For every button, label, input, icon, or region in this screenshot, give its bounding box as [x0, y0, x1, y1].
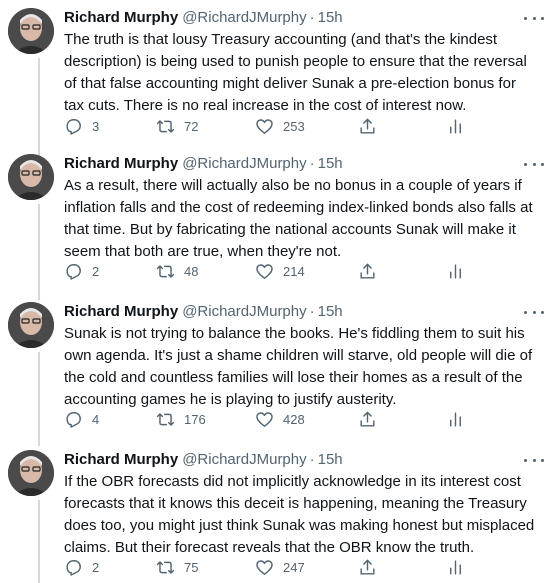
more-options-button[interactable] — [524, 158, 544, 170]
retweet-count: 72 — [184, 118, 199, 134]
retweet-button[interactable] — [156, 260, 198, 282]
author-name[interactable]: Richard Murphy — [64, 155, 179, 172]
tweet-content — [64, 302, 540, 427]
analytics-button[interactable] — [446, 556, 465, 578]
more-options-button[interactable] — [524, 454, 544, 466]
share-button[interactable] — [358, 260, 377, 282]
tweet-text: The truth is that lousy Treasury accounting (and that's the kindest description) is being used to punish people to ensure that the reversal of that false accounting might deliver Sunak a pre-election bonus for tax cuts. There is no real increase in the cost of interest now. — [64, 31, 527, 114]
analytics-button[interactable] — [446, 408, 465, 430]
author-name[interactable]: Richard Murphy — [64, 451, 179, 468]
tweet-content — [64, 450, 540, 575]
reply-icon — [64, 262, 83, 281]
thread-connector — [38, 58, 40, 158]
reply-button[interactable] — [64, 260, 99, 282]
avatar-column — [8, 154, 54, 200]
like-button[interactable] — [255, 260, 305, 282]
author-handle[interactable]: @RichardJMurphy — [182, 451, 307, 468]
avatar-photo-icon — [8, 8, 54, 54]
timestamp[interactable]: 15h — [317, 451, 343, 468]
reply-count: 2 — [92, 263, 100, 279]
avatar-photo-icon — [8, 302, 54, 348]
more-options-button[interactable] — [524, 12, 544, 24]
share-icon — [358, 117, 377, 136]
avatar-photo-icon — [8, 450, 54, 496]
action-bar — [64, 556, 540, 578]
separator: · — [309, 303, 315, 320]
tweet-header — [64, 450, 540, 470]
share-icon — [358, 262, 377, 281]
retweet-icon — [156, 117, 175, 136]
retweet-count: 176 — [184, 411, 206, 427]
share-button[interactable] — [358, 408, 377, 430]
analytics-button[interactable] — [446, 115, 465, 137]
action-bar — [64, 408, 540, 430]
reply-count: 3 — [92, 118, 100, 134]
separator: · — [309, 155, 315, 172]
retweet-icon — [156, 410, 175, 429]
analytics-button[interactable] — [446, 260, 465, 282]
timestamp[interactable]: 15h — [317, 155, 343, 172]
thread-connector — [38, 352, 40, 446]
reply-count: 4 — [92, 411, 100, 427]
analytics-icon — [446, 410, 465, 429]
retweet-icon — [156, 558, 175, 577]
tweet-content — [64, 8, 540, 134]
tweet-text: Sunak is not trying to balance the books. He's fiddling them to suit his own agenda. It's just a shame children will starve, old people will die of the cold and countless families will lose their homes as a result of the accounting games he is playing to justify austerity. — [64, 325, 533, 408]
retweet-count: 48 — [184, 263, 199, 279]
reply-count: 2 — [92, 559, 100, 575]
action-bar — [64, 260, 540, 282]
timestamp[interactable]: 15h — [317, 303, 343, 320]
like-button[interactable] — [255, 556, 305, 578]
avatar[interactable] — [8, 450, 54, 496]
heart-icon — [255, 117, 274, 136]
like-count: 214 — [283, 263, 305, 279]
share-button[interactable] — [358, 115, 377, 137]
like-count: 253 — [283, 118, 305, 134]
analytics-icon — [446, 117, 465, 136]
tweet-content — [64, 154, 540, 279]
reply-button[interactable] — [64, 115, 99, 137]
timestamp[interactable]: 15h — [317, 9, 343, 26]
action-bar — [64, 115, 540, 137]
author-handle[interactable]: @RichardJMurphy — [182, 155, 307, 172]
share-button[interactable] — [358, 556, 377, 578]
reply-button[interactable] — [64, 408, 99, 430]
like-count: 428 — [283, 411, 305, 427]
avatar-column — [8, 450, 54, 496]
thread-connector — [38, 204, 40, 300]
avatar[interactable] — [8, 154, 54, 200]
separator: · — [309, 451, 315, 468]
like-count: 247 — [283, 559, 305, 575]
tweet-text: If the OBR forecasts did not implicitly acknowledge in its interest cost forecasts that it knows this deceit is happening, meaning the Treasury does too, you might just think Sunak was making honest but misplaced claims. But their forecast reveals that the OBR know the truth. — [64, 473, 535, 556]
avatar-column — [8, 302, 54, 348]
heart-icon — [255, 410, 274, 429]
tweet-header — [64, 154, 540, 174]
reply-button[interactable] — [64, 556, 99, 578]
tweet-header — [64, 302, 540, 322]
author-name[interactable]: Richard Murphy — [64, 9, 179, 26]
heart-icon — [255, 262, 274, 281]
separator: · — [309, 9, 315, 26]
like-button[interactable] — [255, 115, 305, 137]
like-button[interactable] — [255, 408, 305, 430]
thread-connector — [38, 500, 40, 583]
retweet-icon — [156, 262, 175, 281]
tweet-header — [64, 8, 540, 28]
tweet-text: As a result, there will actually also be no bonus in a couple of years if inflation falls and the cost of redeeming index-linked bonds also falls at that time. But by fabricating the national accounts Sunak will make it seem that both are true, when they're not. — [64, 177, 533, 260]
retweet-button[interactable] — [156, 556, 198, 578]
avatar-photo-icon — [8, 154, 54, 200]
share-icon — [358, 558, 377, 577]
reply-icon — [64, 558, 83, 577]
reply-icon — [64, 410, 83, 429]
retweet-button[interactable] — [156, 115, 198, 137]
avatar[interactable] — [8, 302, 54, 348]
avatar[interactable] — [8, 8, 54, 54]
analytics-icon — [446, 558, 465, 577]
avatar-column — [8, 8, 54, 54]
author-name[interactable]: Richard Murphy — [64, 303, 179, 320]
reply-icon — [64, 117, 83, 136]
retweet-count: 75 — [184, 559, 199, 575]
share-icon — [358, 410, 377, 429]
more-options-button[interactable] — [524, 306, 544, 318]
author-handle[interactable]: @RichardJMurphy — [182, 303, 307, 320]
heart-icon — [255, 558, 274, 577]
analytics-icon — [446, 262, 465, 281]
retweet-button[interactable] — [156, 408, 206, 430]
author-handle[interactable]: @RichardJMurphy — [182, 9, 307, 26]
